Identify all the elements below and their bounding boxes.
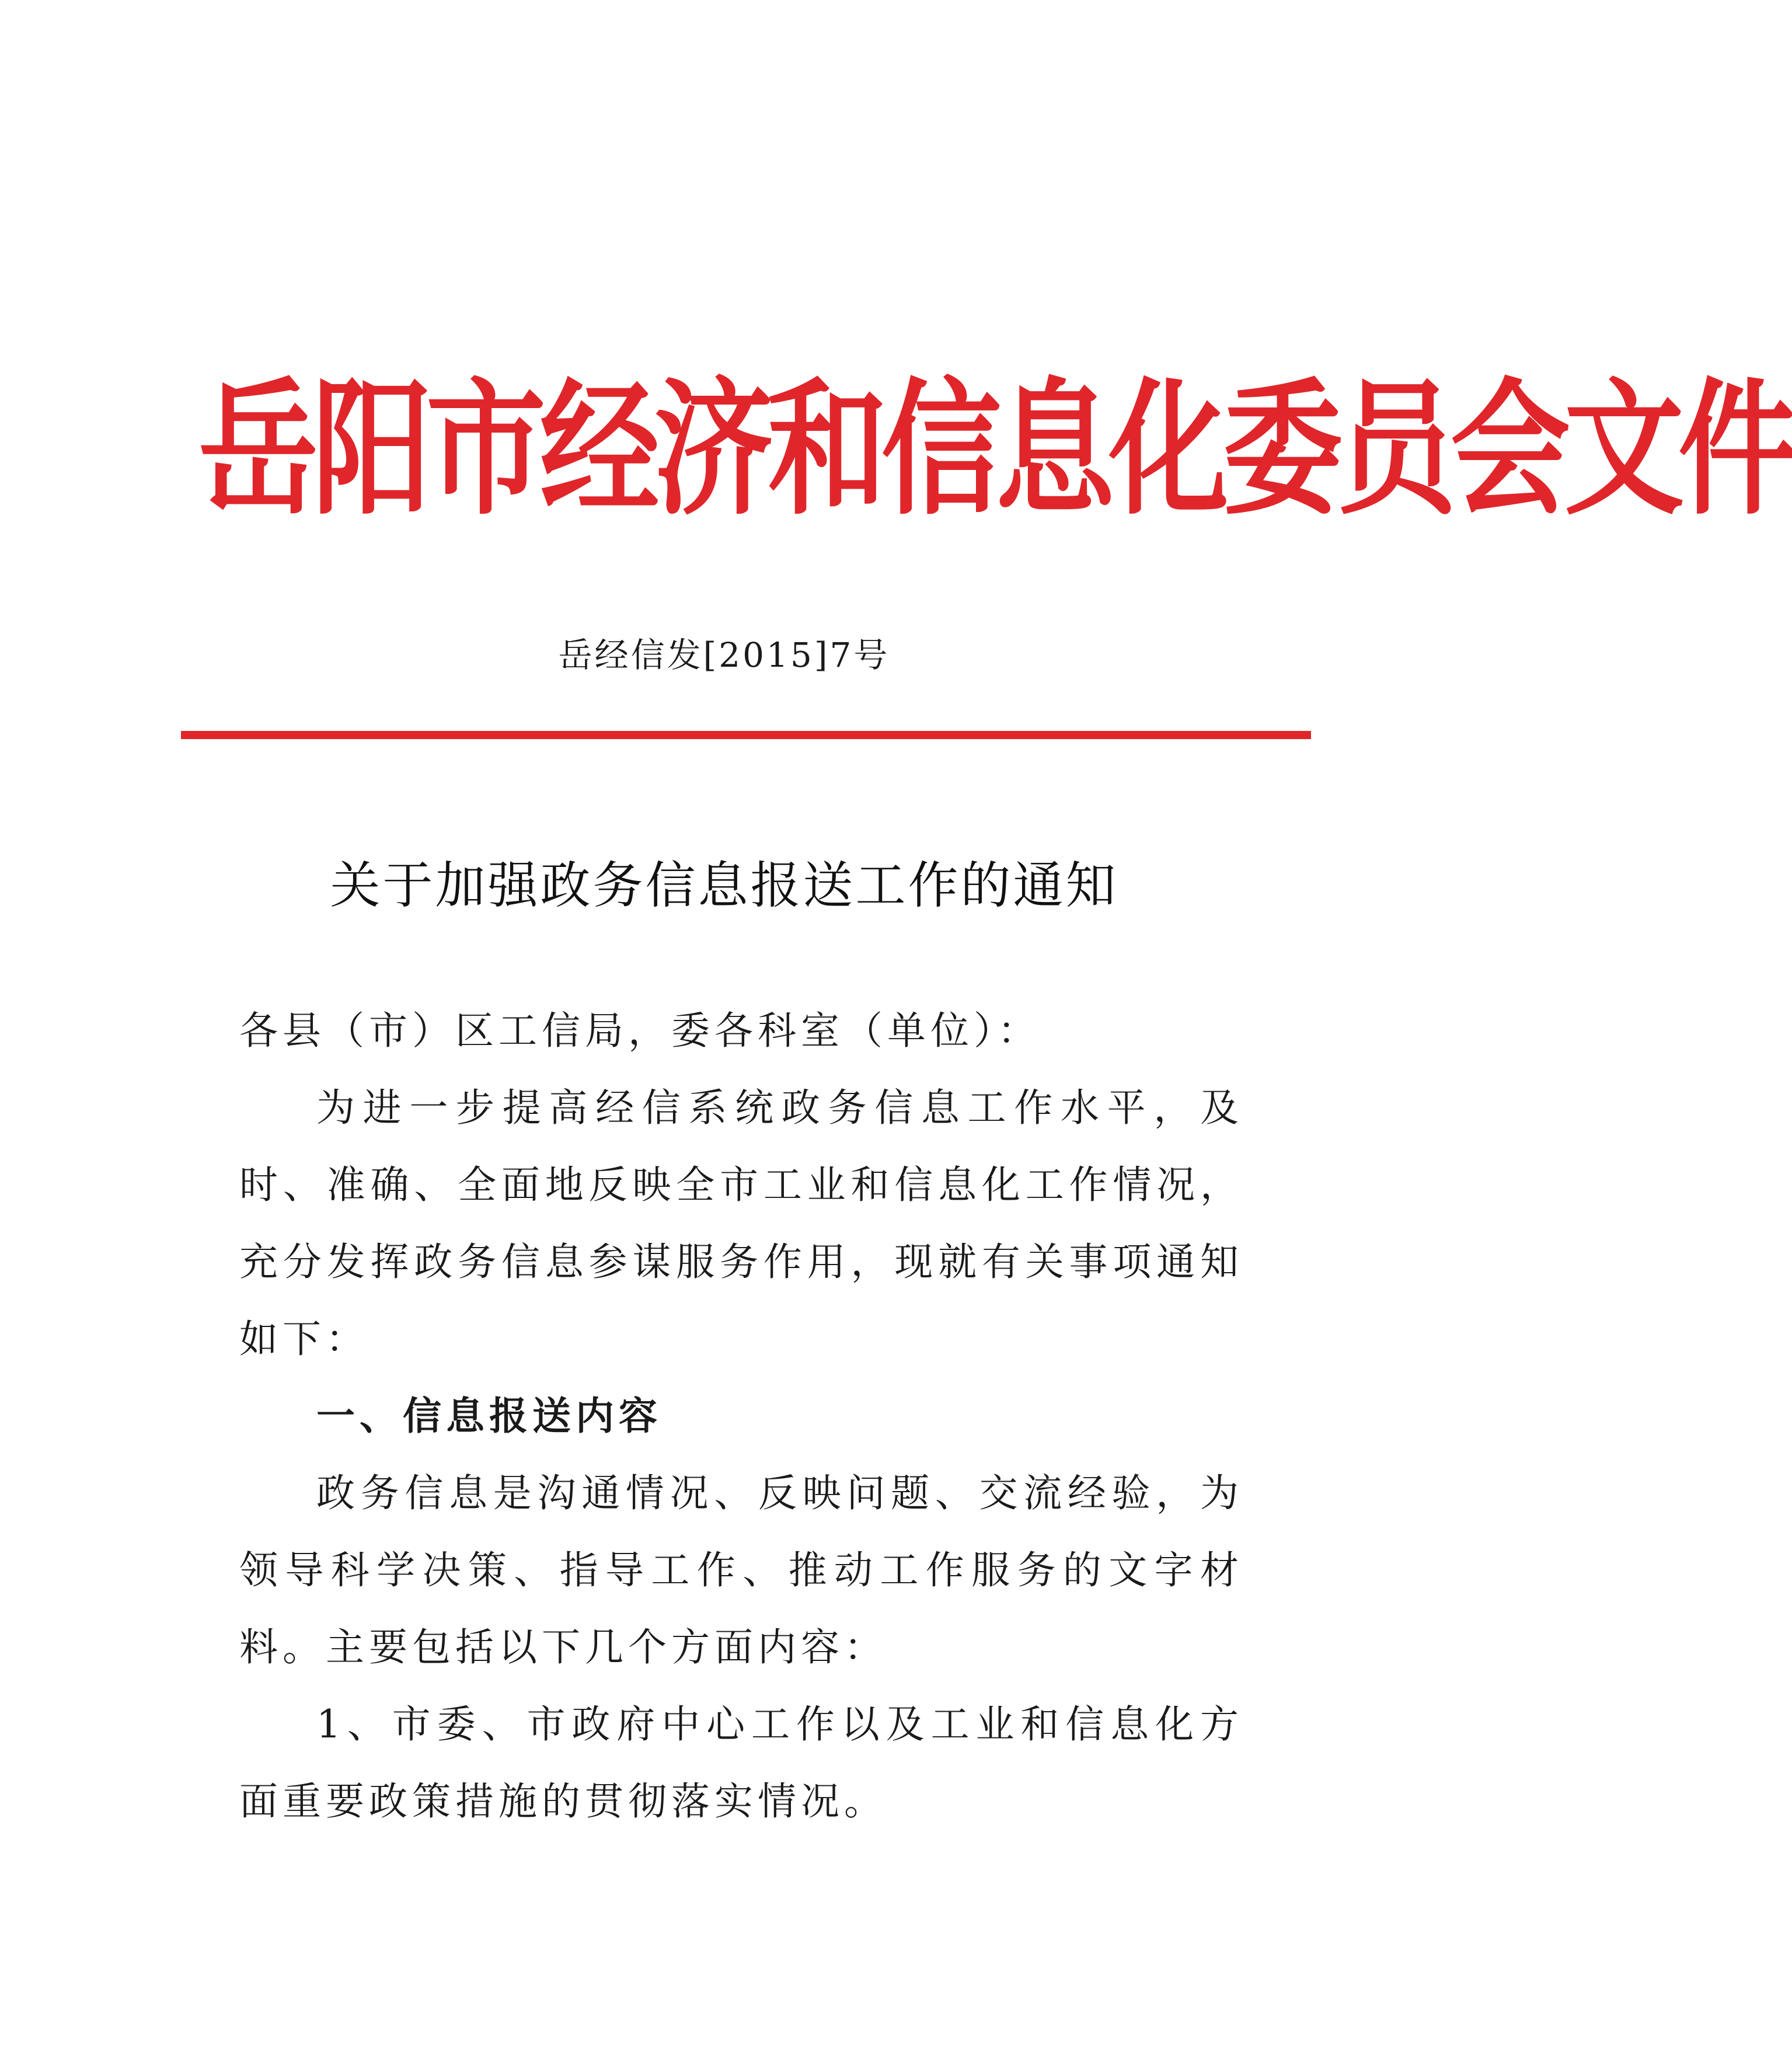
section-paragraph: 政务信息是沟通情况、反映问题、交流经验，为领导科学决策、指导工作、推动工作服务的文字材料。主要包括以下几个方面内容： [239,1471,1243,1670]
intro-paragraph: 为进一步提高经信系统政务信息工作水平，及时、准确、全面地反映全市工业和信息化工作情况，充分发挥政务信息参谋服务作用，现就有关事项通知如下： [239,1085,1243,1361]
section-heading: 一、信息报送内容 [316,1394,662,1439]
document-number: 岳经信发[2015]7号 [558,635,890,675]
issuer-title: 岳阳市经济和信息化委员会文件 [198,364,1792,535]
document-body [239,992,1243,1840]
red-divider-line [181,731,1311,739]
salutation: 各县（市）区工信局，委各科室（单位）： [239,1008,1041,1053]
notice-title: 关于加强政务信息报送工作的通知 [330,856,1118,915]
list-item: 1、市委、市政府中心工作以及工业和信息化方面重要政策措施的贯彻落实情况。 [239,1702,1243,1824]
